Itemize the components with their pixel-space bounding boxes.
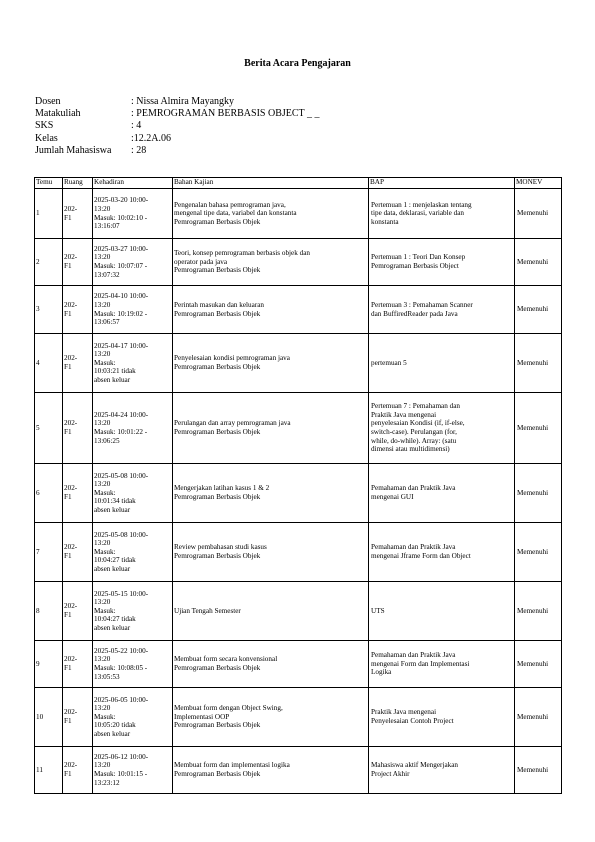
cell-bahan-kajian-line: Pemrograman Berbasis Objek xyxy=(174,721,261,730)
info-value: : 28 xyxy=(131,144,147,156)
cell-kehadiran-line: 10:03:21 tidak xyxy=(94,367,136,376)
cell-kehadiran xyxy=(93,393,173,464)
header-monev: MONEV xyxy=(515,178,562,189)
teaching-log-table xyxy=(34,177,562,794)
info-value: :12.2A.06 xyxy=(131,132,171,144)
cell-bap xyxy=(369,641,515,688)
cell-kehadiran-line: Masuk: xyxy=(94,547,116,556)
cell-bap-line: Project Akhir xyxy=(371,770,410,778)
cell-temu-line: 1 xyxy=(36,209,40,218)
cell-ruang-line: F1 xyxy=(64,552,72,560)
table-row xyxy=(35,747,562,794)
cell-kehadiran-line: Masuk: 10:01:22 - xyxy=(94,428,148,436)
cell-ruang-line: F1 xyxy=(64,611,72,619)
info-row xyxy=(35,108,319,120)
cell-temu-line: 6 xyxy=(36,488,40,497)
cell-monev-line: Memenuhi xyxy=(517,257,549,266)
cell-monev xyxy=(515,286,562,334)
cell-bap-line: dan BuffiredReader pada Java xyxy=(371,309,458,318)
cell-monev xyxy=(515,189,562,239)
document-title: Berita Acara Pengajaran xyxy=(244,58,351,69)
cell-ruang-line: 202- xyxy=(64,204,78,213)
cell-monev-line: Memenuhi xyxy=(517,659,549,668)
info-label: SKS xyxy=(35,120,54,132)
cell-ruang xyxy=(63,286,93,334)
cell-kehadiran-line: 2025-05-08 10:00- xyxy=(94,530,149,539)
cell-bahan-kajian-line: Pemrograman Berbasis Objek xyxy=(174,266,261,275)
cell-bahan-kajian xyxy=(173,641,369,688)
cell-ruang-line: F1 xyxy=(64,428,72,436)
cell-kehadiran-line: 13:06:57 xyxy=(94,318,120,327)
cell-kehadiran-line: 2025-03-20 10:00- xyxy=(94,196,149,205)
cell-monev xyxy=(515,747,562,794)
cell-kehadiran-line: 2025-04-24 10:00- xyxy=(94,410,149,419)
cell-bap-line: mengenai Form dan Implementasi xyxy=(371,659,470,668)
cell-bahan-kajian-line: mengenal tipe data, variabel dan konstanta xyxy=(174,209,297,218)
cell-ruang xyxy=(63,393,93,464)
cell-kehadiran-line: 13:06:25 xyxy=(94,436,120,445)
table-row xyxy=(35,334,562,393)
cell-ruang xyxy=(63,688,93,747)
info-label: Kelas xyxy=(35,132,58,144)
cell-bap-line: penyelesaian Kondisi (if, if-else, xyxy=(371,419,465,428)
cell-kehadiran-line: 10:04:27 tidak xyxy=(94,556,136,565)
cell-kehadiran xyxy=(93,286,173,334)
table-row xyxy=(35,393,562,464)
cell-kehadiran-line: 13:20 xyxy=(94,350,111,359)
header-temu: Temu xyxy=(35,178,63,189)
cell-ruang-line: 202- xyxy=(64,354,78,363)
cell-kehadiran xyxy=(93,688,173,747)
cell-bahan-kajian-line: Mengerjakan latihan kasus 1 & 2 xyxy=(174,484,270,493)
cell-temu xyxy=(35,582,63,641)
cell-ruang-line: 202- xyxy=(64,484,78,493)
info-value: : 4 xyxy=(131,120,142,132)
cell-kehadiran-line: 2025-06-12 10:00- xyxy=(94,752,149,761)
cell-kehadiran-line: 2025-04-10 10:00- xyxy=(94,292,149,301)
cell-bap xyxy=(369,393,515,464)
cell-bahan-kajian-line: Review pembahasan studi kasus xyxy=(174,543,267,552)
cell-bap-line: Pemrograman Berbasis Object xyxy=(371,262,459,270)
info-value: : PEMROGRAMAN BERBASIS OBJECT _ _ xyxy=(131,108,320,120)
cell-bap-line: UTS xyxy=(371,606,385,615)
cell-ruang xyxy=(63,641,93,688)
cell-bahan-kajian-line: Membuat form secara konvensional xyxy=(174,655,278,664)
cell-ruang-line: 202- xyxy=(64,602,78,611)
cell-kehadiran xyxy=(93,464,173,523)
table-header-row xyxy=(35,178,562,189)
cell-bap-line: konstanta xyxy=(371,217,399,226)
cell-bahan-kajian xyxy=(173,582,369,641)
cell-kehadiran-line: 10:01:34 tidak xyxy=(94,497,136,506)
cell-bahan-kajian xyxy=(173,688,369,747)
cell-monev xyxy=(515,393,562,464)
cell-bap xyxy=(369,239,515,286)
cell-bahan-kajian xyxy=(173,189,369,239)
header-kehadiran: Kehadiran xyxy=(93,178,173,189)
cell-bahan-kajian xyxy=(173,239,369,286)
cell-temu xyxy=(35,189,63,239)
cell-kehadiran-line: 13:16:07 xyxy=(94,222,120,231)
cell-bap xyxy=(369,189,515,239)
cell-kehadiran xyxy=(93,641,173,688)
cell-bahan-kajian-line: Membuat form dengan Object Swing, xyxy=(174,704,283,713)
cell-bap-line: Mahasiswa aktif Mengerjakan xyxy=(371,761,459,770)
cell-bahan-kajian xyxy=(173,393,369,464)
cell-kehadiran-line: absen keluar xyxy=(94,505,131,514)
cell-ruang-line: F1 xyxy=(64,493,72,501)
cell-kehadiran xyxy=(93,747,173,794)
info-row xyxy=(35,145,319,157)
cell-ruang xyxy=(63,523,93,582)
cell-bahan-kajian-line: Pemrograman Berbasis Objek xyxy=(174,552,261,560)
cell-temu-line: 11 xyxy=(36,765,43,774)
cell-bahan-kajian-line: Implementasi OOP xyxy=(174,712,230,721)
cell-bap xyxy=(369,688,515,747)
cell-bap-line: Logika xyxy=(371,668,392,677)
cell-kehadiran xyxy=(93,334,173,393)
cell-kehadiran-line: 13:20 xyxy=(94,704,111,713)
cell-temu-line: 7 xyxy=(36,547,40,556)
cell-bap-line: while, do-while). Array: (satu xyxy=(371,436,457,445)
cell-kehadiran xyxy=(93,582,173,641)
cell-monev-line: Memenuhi xyxy=(517,712,549,721)
header-ruang: Ruang xyxy=(63,178,93,189)
cell-bap-line: pertemuan 5 xyxy=(371,358,407,367)
cell-monev xyxy=(515,582,562,641)
header-bap: BAP xyxy=(369,178,515,189)
cell-kehadiran-line: 13:05:53 xyxy=(94,672,120,681)
cell-kehadiran-line: 13:20 xyxy=(94,480,111,489)
cell-kehadiran xyxy=(93,239,173,286)
cell-bap-line: Pertemuan 7 : Pemahaman dan xyxy=(371,402,461,411)
cell-bap-line: mengenai GUI xyxy=(371,493,414,501)
cell-kehadiran-line: absen keluar xyxy=(94,623,131,632)
cell-monev xyxy=(515,464,562,523)
cell-bahan-kajian-line: Perulangan dan array pemrograman java xyxy=(174,419,291,428)
cell-kehadiran-line: Masuk: 10:07:07 - xyxy=(94,262,148,270)
cell-monev-line: Memenuhi xyxy=(517,305,549,314)
cell-temu xyxy=(35,747,63,794)
cell-temu xyxy=(35,393,63,464)
cell-bahan-kajian xyxy=(173,286,369,334)
cell-bap-line: dimensi atau multidimensi) xyxy=(371,445,450,454)
cell-kehadiran-line: 10:05:20 tidak xyxy=(94,721,136,730)
cell-bap-line: Pemahaman dan Praktik Java xyxy=(371,543,456,552)
cell-kehadiran xyxy=(93,523,173,582)
cell-kehadiran-line: Masuk: 10:19:02 - xyxy=(94,309,148,318)
cell-kehadiran-line: 13:07:32 xyxy=(94,270,120,279)
cell-temu xyxy=(35,334,63,393)
cell-ruang-line: F1 xyxy=(64,664,72,672)
table-row xyxy=(35,189,562,239)
cell-ruang xyxy=(63,582,93,641)
cell-bap xyxy=(369,582,515,641)
cell-bap xyxy=(369,286,515,334)
cell-kehadiran-line: 2025-04-17 10:00- xyxy=(94,341,149,350)
cell-bahan-kajian-line: Pemrograman Berbasis Objek xyxy=(174,217,261,226)
cell-ruang-line: 202- xyxy=(64,655,78,664)
cell-kehadiran-line: Masuk: 10:08:05 - xyxy=(94,664,148,672)
table-row xyxy=(35,523,562,582)
cell-ruang xyxy=(63,334,93,393)
cell-bahan-kajian-line: Pemrograman Berbasis Objek xyxy=(174,770,261,778)
cell-bahan-kajian xyxy=(173,334,369,393)
cell-ruang-line: 202- xyxy=(64,761,78,770)
cell-ruang-line: 202- xyxy=(64,543,78,552)
cell-bap-line: mengenai Jframe Form dan Object xyxy=(371,552,471,560)
cell-kehadiran-line: 2025-03-27 10:00- xyxy=(94,244,149,253)
cell-ruang xyxy=(63,747,93,794)
cell-bap xyxy=(369,747,515,794)
cell-bahan-kajian-line: Membuat form dan implementasi logika xyxy=(174,761,290,770)
cell-temu-line: 5 xyxy=(36,423,40,432)
cell-bap-line: Pertemuan 3 : Pemahaman Scanner xyxy=(371,300,473,309)
cell-ruang-line: 202- xyxy=(64,419,78,428)
info-label: Dosen xyxy=(35,96,61,107)
cell-monev-line: Memenuhi xyxy=(517,423,549,432)
cell-kehadiran-line: 13:20 xyxy=(94,253,111,262)
cell-monev-line: Memenuhi xyxy=(517,765,549,774)
cell-monev-line: Memenuhi xyxy=(517,358,549,367)
cell-bap-line: tipe data, deklarasi, variable dan xyxy=(371,209,464,218)
info-row xyxy=(35,133,319,145)
cell-bap xyxy=(369,334,515,393)
cell-temu xyxy=(35,523,63,582)
cell-kehadiran-line: 2025-05-15 10:00- xyxy=(94,589,149,598)
cell-temu xyxy=(35,688,63,747)
cell-bap xyxy=(369,523,515,582)
cell-kehadiran-line: 13:20 xyxy=(94,204,111,213)
cell-bap xyxy=(369,464,515,523)
cell-ruang xyxy=(63,464,93,523)
cell-ruang-line: F1 xyxy=(64,770,72,778)
cell-temu-line: 10 xyxy=(36,712,44,721)
cell-monev xyxy=(515,239,562,286)
cell-bap-line: Penyelesaian Contoh Project xyxy=(371,717,454,725)
info-label: Matakuliah xyxy=(35,108,81,120)
cell-temu-line: 3 xyxy=(36,305,40,314)
cell-ruang-line: 202- xyxy=(64,708,78,717)
cell-ruang-line: F1 xyxy=(64,717,72,725)
cell-monev xyxy=(515,688,562,747)
cell-bahan-kajian-line: Perintah masukan dan keluaran xyxy=(174,300,265,309)
info-value: : Nissa Almira Mayangky xyxy=(131,96,235,107)
table-row xyxy=(35,239,562,286)
cell-kehadiran-line: 13:20 xyxy=(94,539,111,548)
cell-ruang-line: 202- xyxy=(64,300,78,309)
info-row xyxy=(35,120,319,132)
cell-kehadiran-line: 13:23:12 xyxy=(94,778,120,787)
cell-monev xyxy=(515,523,562,582)
cell-temu-line: 4 xyxy=(36,358,40,367)
cell-bap-line: Praktik Java mengenai xyxy=(371,410,437,419)
cell-bahan-kajian xyxy=(173,464,369,523)
cell-bap-line: Pemahaman dan Praktik Java xyxy=(371,484,456,493)
cell-bahan-kajian-line: Pemrograman Berbasis Objek xyxy=(174,493,261,501)
info-row xyxy=(35,96,319,108)
cell-ruang-line: 202- xyxy=(64,253,78,262)
cell-monev xyxy=(515,334,562,393)
cell-temu xyxy=(35,286,63,334)
cell-kehadiran-line: absen keluar xyxy=(94,729,131,738)
cell-bahan-kajian-line: Teori, konsep pemrograman berbasis objek dan xyxy=(174,249,311,258)
cell-bahan-kajian-line: Pengenalan bahasa pemrograman java, xyxy=(174,200,286,209)
cell-temu xyxy=(35,239,63,286)
cell-kehadiran-line: Masuk: xyxy=(94,358,116,367)
cell-kehadiran xyxy=(93,189,173,239)
cell-kehadiran-line: 13:20 xyxy=(94,300,111,309)
cell-bahan-kajian-line: operator pada java xyxy=(174,257,228,266)
cell-kehadiran-line: absen keluar xyxy=(94,564,131,573)
cell-kehadiran-line: Masuk: xyxy=(94,606,116,615)
cell-kehadiran-line: 10:04:27 tidak xyxy=(94,615,136,624)
table-row xyxy=(35,464,562,523)
cell-bap-line: Praktik Java mengenai xyxy=(371,708,437,717)
cell-temu xyxy=(35,464,63,523)
cell-kehadiran-line: Masuk: xyxy=(94,488,116,497)
cell-temu-line: 8 xyxy=(36,606,40,615)
cell-monev-line: Memenuhi xyxy=(517,488,549,497)
cell-kehadiran-line: 13:20 xyxy=(94,761,111,770)
course-info xyxy=(35,96,319,157)
cell-temu-line: 2 xyxy=(36,257,40,266)
cell-kehadiran-line: Masuk: xyxy=(94,712,116,721)
cell-ruang-line: F1 xyxy=(64,309,72,318)
cell-ruang-line: F1 xyxy=(64,363,72,371)
cell-ruang xyxy=(63,239,93,286)
cell-ruang-line: F1 xyxy=(64,213,72,222)
cell-bap-line: Pemahaman dan Praktik Java xyxy=(371,651,456,660)
cell-kehadiran-line: 2025-06-05 10:00- xyxy=(94,695,149,704)
cell-bap-line: Pertemuan 1 : Teori Dan Konsep xyxy=(371,253,466,262)
cell-bahan-kajian-line: Pemrograman Berbasis Objek xyxy=(174,309,261,318)
cell-kehadiran-line: 13:20 xyxy=(94,598,111,607)
cell-ruang xyxy=(63,189,93,239)
cell-monev-line: Memenuhi xyxy=(517,547,549,556)
header-bahan-kajian: Bahan Kajian xyxy=(173,178,369,189)
cell-bahan-kajian xyxy=(173,523,369,582)
cell-bahan-kajian-line: Pemrograman Berbasis Objek xyxy=(174,428,261,436)
cell-monev xyxy=(515,641,562,688)
table-row xyxy=(35,641,562,688)
cell-monev-line: Memenuhi xyxy=(517,606,549,615)
cell-kehadiran-line: Masuk: 10:02:10 - xyxy=(94,213,148,222)
cell-temu-line: 9 xyxy=(36,659,40,668)
cell-bahan-kajian xyxy=(173,747,369,794)
cell-bap-line: switch-case). Perulangan (for, xyxy=(371,428,457,436)
table-row xyxy=(35,688,562,747)
cell-ruang-line: F1 xyxy=(64,262,72,270)
table-row xyxy=(35,286,562,334)
cell-kehadiran-line: 13:20 xyxy=(94,419,111,428)
cell-kehadiran-line: 13:20 xyxy=(94,655,111,664)
cell-bahan-kajian-line: Ujian Tengah Semester xyxy=(174,606,241,615)
cell-bap-line: Pertemuan 1 : menjelaskan tentang xyxy=(371,200,472,209)
cell-bahan-kajian-line: Pemrograman Berbasis Objek xyxy=(174,363,261,371)
cell-temu xyxy=(35,641,63,688)
table-row xyxy=(35,582,562,641)
cell-bahan-kajian-line: Pemrograman Berbasis Objek xyxy=(174,664,261,672)
cell-kehadiran-line: 2025-05-22 10:00- xyxy=(94,646,149,655)
cell-kehadiran-line: absen keluar xyxy=(94,375,131,384)
cell-bahan-kajian-line: Penyelesaian kondisi pemrograman java xyxy=(174,354,290,363)
cell-monev-line: Memenuhi xyxy=(517,209,549,218)
info-label: Jumlah Mahasiswa xyxy=(35,144,112,156)
cell-kehadiran-line: Masuk: 10:01:15 - xyxy=(94,770,148,778)
cell-kehadiran-line: 2025-05-08 10:00- xyxy=(94,471,149,480)
